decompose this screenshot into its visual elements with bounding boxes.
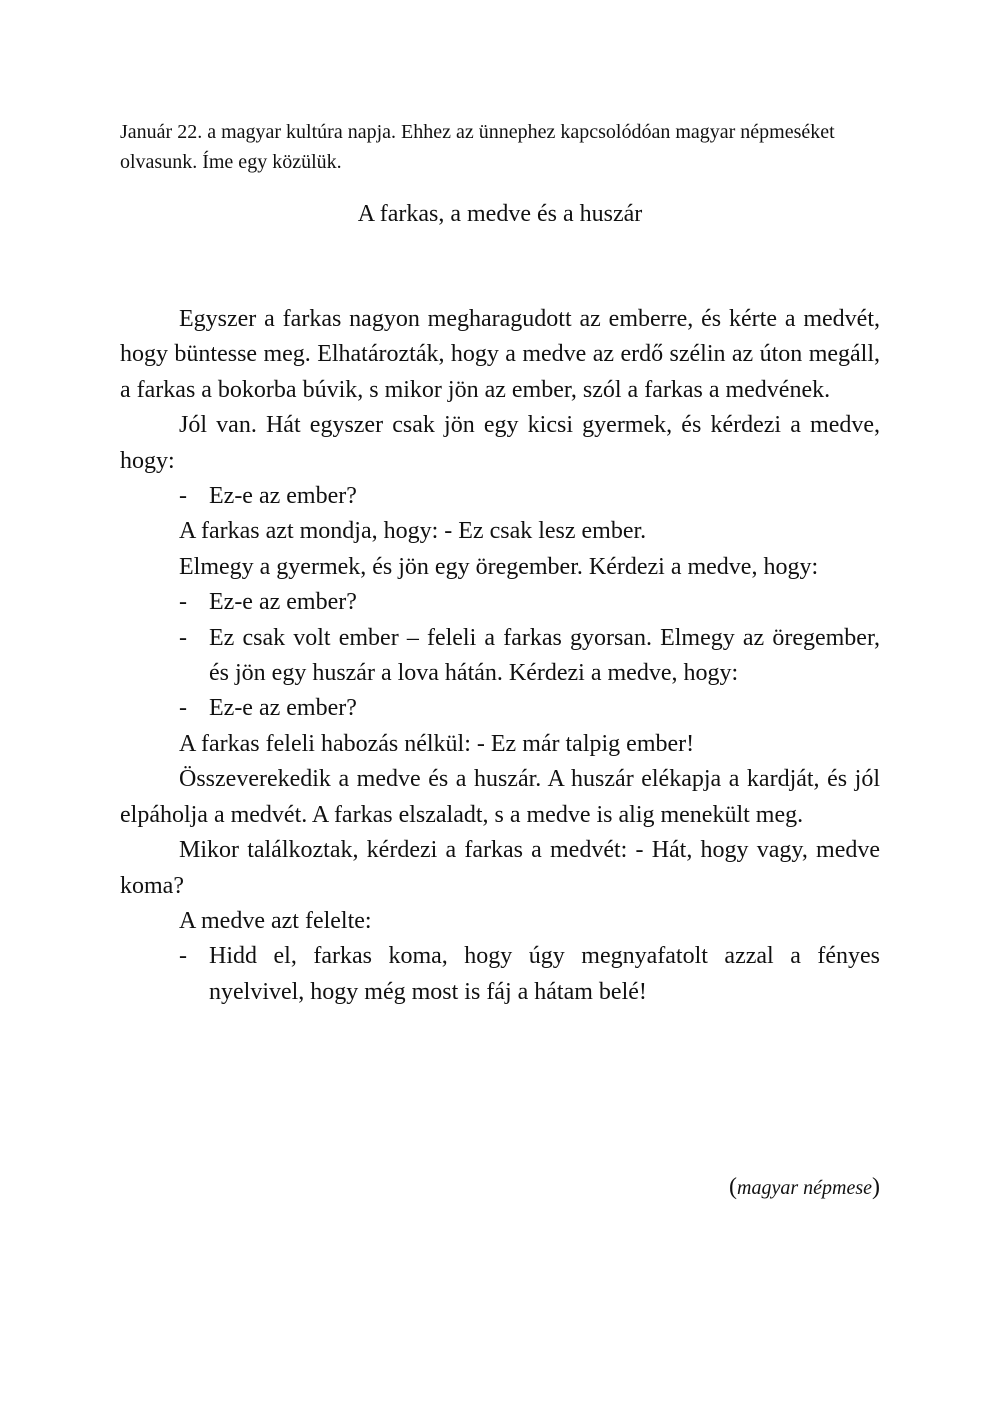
story-paragraph: Egyszer a farkas nagyon megharagudott az emberre, és kérte a medvét, hogy büntesse meg. Elhatározták, hogy a medve az erdő szélin az úton megáll, a farkas a bokorba búvik, s mikor jön az ember, szól a farkas a medvének. [120,306,880,403]
story-paragraph: Jól van. Hát egyszer csak jön egy kicsi gyermek, és kérdezi a medve, hogy: [120,412,880,474]
dash-mark: - [179,943,187,970]
story-body [120,302,880,1010]
dialogue-line [120,939,880,1010]
dialogue-text: Ez-e az ember? [209,695,357,722]
story-paragraph: Összeverekedik a medve és a huszár. A huszár elékapja a kardját, és jól elpáholja a medvét. A farkas elszaladt, s a medve is alig menekült meg. [120,766,880,828]
dialogue-text: Ez-e az ember? [209,589,357,616]
story-paragraph: A medve azt felelte: [179,907,372,934]
story-paragraph: A farkas azt mondja, hogy: - Ez csak lesz ember. [179,518,647,545]
dash-mark: - [179,624,187,651]
source-close-paren: ) [872,1174,880,1200]
dialogue-text: Ez-e az ember? [209,483,357,510]
intro-text: Január 22. a magyar kultúra napja. Ehhez az ünnephez kapcsolódóan magyar népmeséket olvasunk. Íme egy közülük. [120,121,835,173]
source-text: magyar népmese [737,1177,872,1199]
dialogue-line [120,585,880,620]
story-title: A farkas, a medve és a huszár [357,201,643,227]
dash-mark: - [179,589,187,616]
source-attribution [729,1170,880,1206]
story-paragraph: Mikor találkoztak, kérdezi a farkas a medvét: - Hát, hogy vagy, medve koma? [120,837,880,899]
dialogue-line [120,479,880,514]
source-open-paren: ( [729,1174,738,1200]
dialogue-text: Ez csak volt ember – feleli a farkas gyorsan. Elmegy az öregember, és jön egy huszár a lova hátán. Kérdezi a medve, hogy: [209,624,880,687]
dash-mark: - [179,483,187,510]
dash-mark: - [179,695,187,722]
story-paragraph: A farkas feleli habozás nélkül: - Ez már talpig ember! [179,730,695,757]
dialogue-line [120,621,880,692]
dialogue-line [120,691,880,726]
story-paragraph: Elmegy a gyermek, és jön egy öregember. Kérdezi a medve, hogy: [179,553,819,580]
dialogue-text: Hidd el, farkas koma, hogy úgy megnyafatolt azzal a fényes nyelvivel, hogy még most is fáj a hátam belé! [209,943,880,1005]
